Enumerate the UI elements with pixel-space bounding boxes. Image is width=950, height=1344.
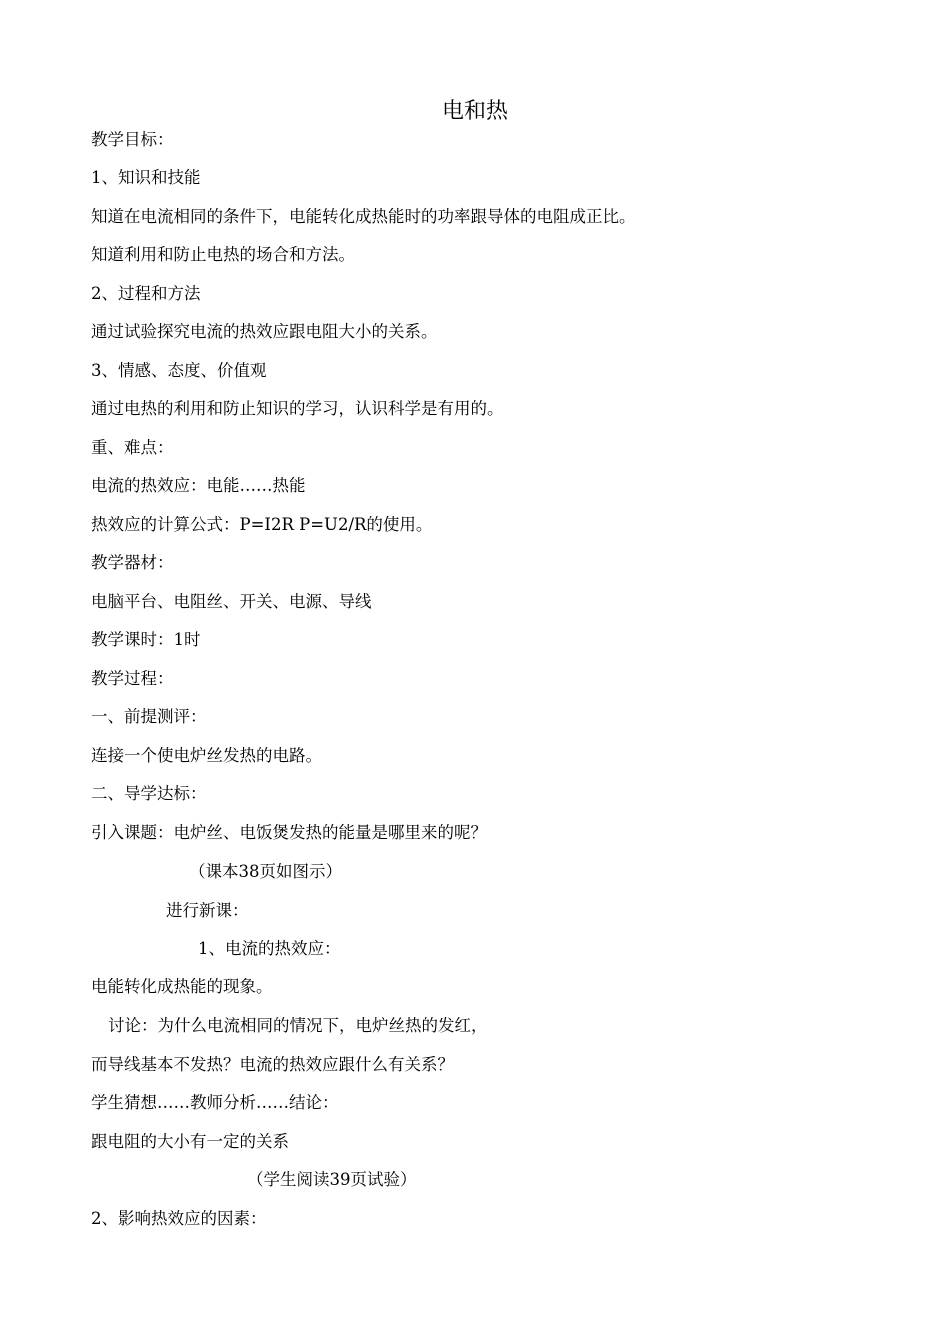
text-line: 引入课题：电炉丝、电饭煲发热的能量是哪里来的呢？ (91, 823, 487, 842)
text-line: 1、电流的热效应： (198, 939, 341, 958)
text-line: 进行新课： (166, 901, 249, 920)
text-line: 2、过程和方法 (91, 284, 201, 303)
text-line: 知道在电流相同的条件下，电能转化成热能时的功率跟导体的电阻成正比。 (91, 207, 636, 226)
document-title: 电和热 (441, 99, 508, 124)
text-line: 通过电热的利用和防止知识的学习，认识科学是有用的。 (91, 399, 504, 418)
text-line: 重、难点： (91, 438, 174, 457)
text-line: 学生猜想……教师分析……结论： (91, 1093, 339, 1112)
text-line: （学生阅读39页试验） (247, 1170, 417, 1189)
text-line: 电能转化成热能的现象。 (91, 977, 273, 996)
text-line: 二、导学达标： (91, 784, 207, 803)
text-line: 跟电阻的大小有一定的关系 (91, 1132, 289, 1151)
text-line: 知道利用和防止电热的场合和方法。 (91, 245, 355, 264)
text-line: 讨论：为什么电流相同的情况下，电炉丝热的发红， (108, 1016, 488, 1035)
text-line: 通过试验探究电流的热效应跟电阻大小的关系。 (91, 322, 438, 341)
text-line: 1、知识和技能 (91, 168, 201, 187)
text-line: 电脑平台、电阻丝、开关、电源、导线 (91, 592, 372, 611)
text-line: 教学器材： (91, 553, 174, 572)
text-line: 教学目标： (91, 130, 174, 149)
text-line: 一、前提测评： (91, 707, 207, 726)
text-line: 教学课时：1时 (91, 630, 201, 649)
text-line: 热效应的计算公式：P=I2R P=U2/R的使用。 (91, 515, 433, 534)
text-line: （课本38页如图示） (189, 862, 342, 881)
text-line: 2、影响热效应的因素： (91, 1209, 267, 1228)
text-line: 连接一个使电炉丝发热的电路。 (91, 746, 322, 765)
text-line: 3、情感、态度、价值观 (91, 361, 267, 380)
text-line: 电流的热效应：电能……热能 (91, 476, 306, 495)
text-line: 而导线基本不发热？电流的热效应跟什么有关系？ (91, 1055, 454, 1074)
text-line: 教学过程： (91, 669, 174, 688)
